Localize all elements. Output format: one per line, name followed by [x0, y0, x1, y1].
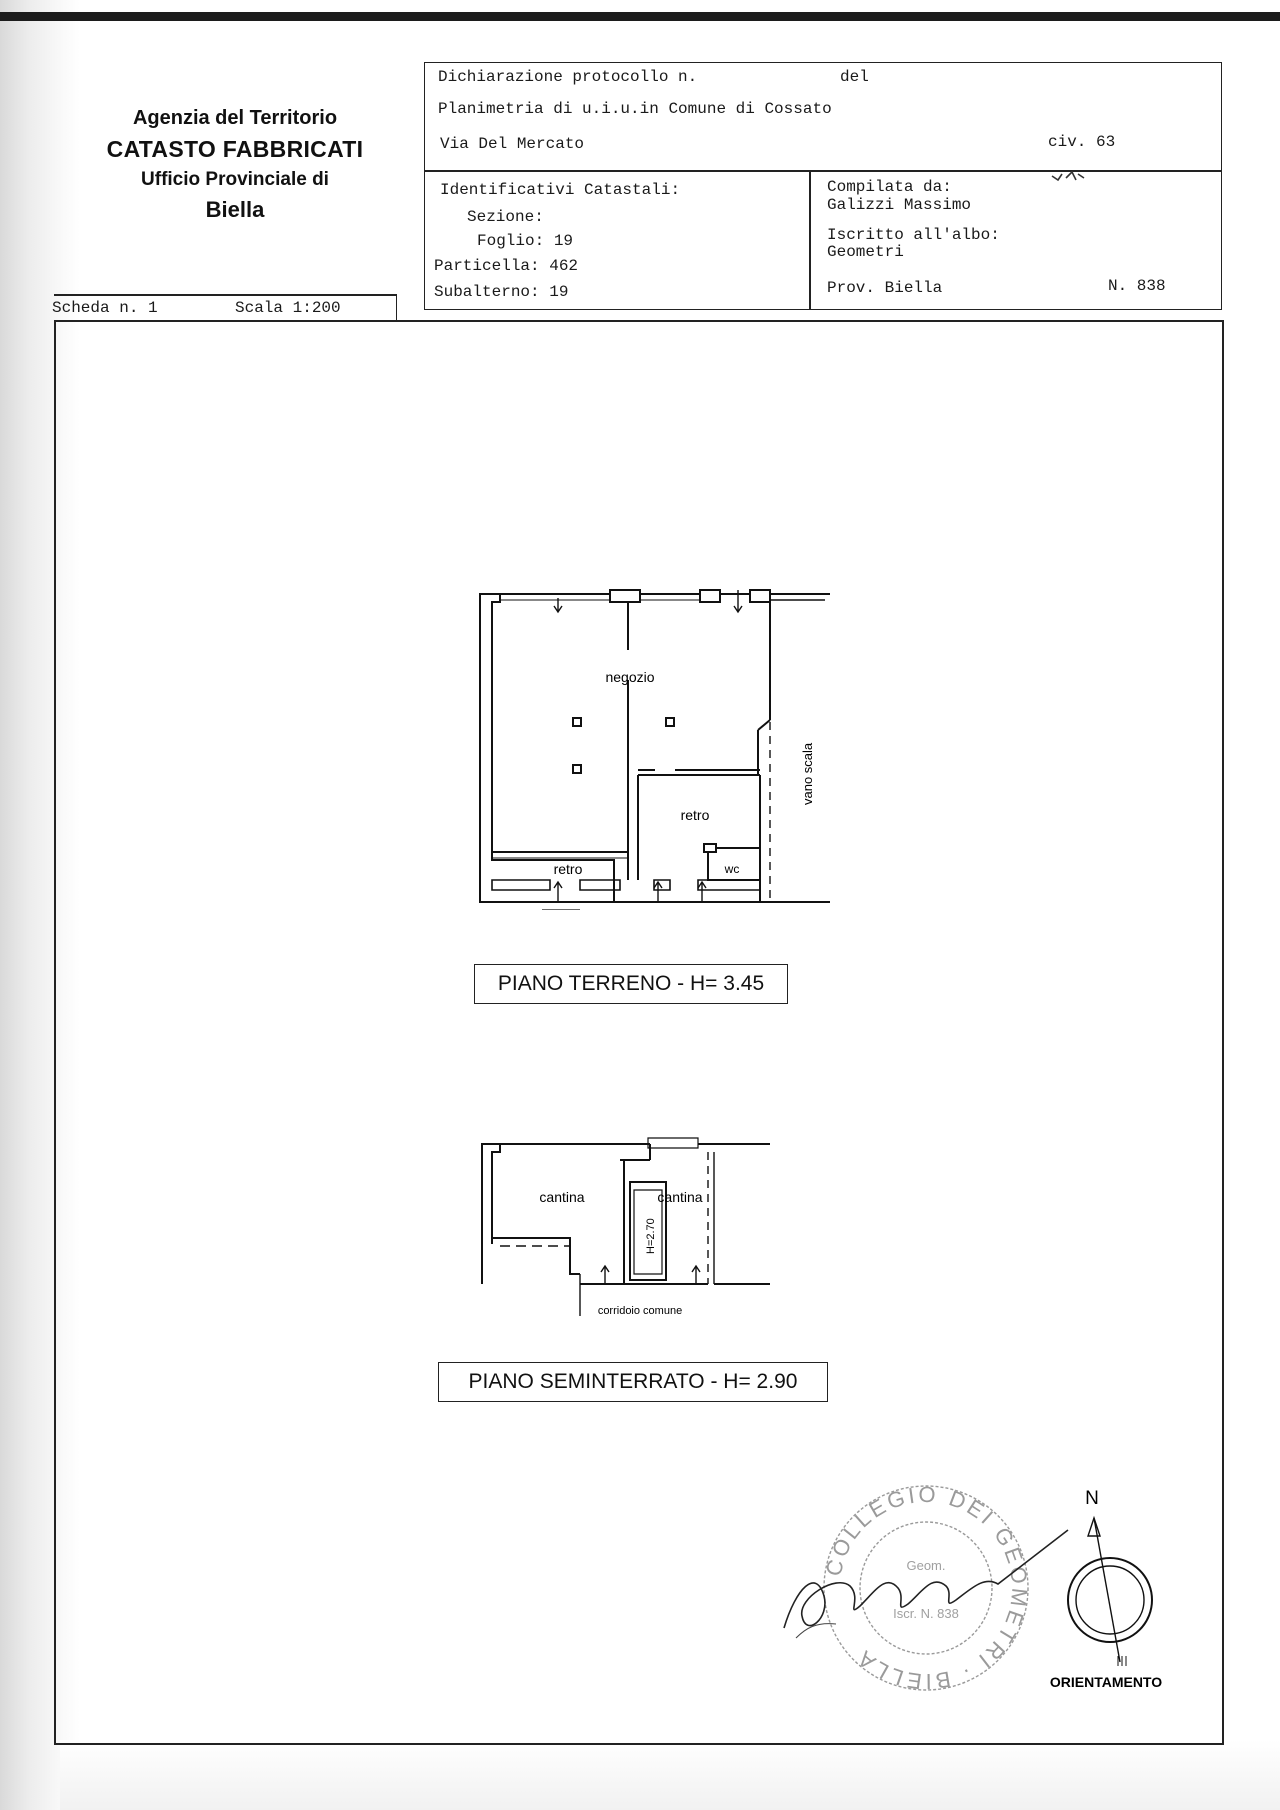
room-negozio: negozio — [605, 669, 655, 685]
scan-shadow-bottom — [60, 1740, 1280, 1810]
stamp-inner-geom: Geom. — [906, 1558, 946, 1573]
iscritto-label: Iscritto all'albo: — [827, 226, 1000, 244]
ground-floor-label: PIANO TERRENO - H= 3.45 — [474, 964, 788, 1004]
basement-floor-label: PIANO SEMINTERRATO - H= 2.90 — [438, 1362, 828, 1402]
orientation-label: ORIENTAMENTO — [1049, 1674, 1163, 1690]
albo-number: N. 838 — [1108, 277, 1166, 295]
scheda-scale: Scala 1:200 — [235, 299, 341, 317]
albo-value: Geometri — [827, 243, 904, 261]
office-city: Biella — [205, 196, 265, 222]
protocol-del: del — [840, 68, 869, 86]
compilata-name: Galizzi Massimo — [827, 196, 972, 214]
particella-field: Particella: 462 — [434, 257, 579, 275]
room-cantina-2: cantina — [657, 1189, 703, 1205]
stamp-inner-number: Iscr. N. 838 — [893, 1606, 959, 1621]
professional-stamp — [776, 1478, 1076, 1698]
room-cantina-1: cantina — [539, 1189, 585, 1205]
room-height-label: H=2.70 — [645, 1218, 657, 1254]
orientation-compass — [1036, 1480, 1186, 1690]
planimetria-line: Planimetria di u.i.u.in Comune di Cossato — [438, 100, 832, 118]
ink-mark — [1050, 168, 1090, 186]
foglio-field: Foglio: 19 — [477, 232, 574, 250]
header-divider-horizontal — [424, 170, 1222, 172]
header-divider-vertical — [809, 170, 811, 310]
corridoio-comune-label: corridoio comune — [597, 1305, 683, 1317]
basement-plan — [470, 1134, 780, 1324]
agency-block — [90, 104, 380, 226]
civic-number: civ. 63 — [1048, 133, 1116, 151]
room-wc: wc — [724, 862, 740, 876]
office-label: Ufficio Provinciale di — [141, 169, 329, 191]
agency-name: Agenzia del Territorio — [132, 107, 338, 129]
identificativi-title: Identificativi Catastali: — [440, 181, 681, 199]
stamp-outer-text: COLLEGIO DEI GEOMETRI · BIELLA — [820, 1481, 1033, 1695]
sezione-field: Sezione: — [467, 208, 544, 226]
catasto-title: CATASTO FABBRICATI — [106, 136, 364, 162]
room-retro-left: retro — [553, 861, 583, 877]
prov-field: Prov. Biella — [827, 279, 943, 297]
ground-floor-plan — [470, 580, 840, 910]
room-retro-right: retro — [680, 807, 710, 823]
top-border-rule — [0, 12, 1280, 21]
subalterno-field: Subalterno: 19 — [434, 283, 569, 301]
scheda-number: Scheda n. 1 — [52, 299, 158, 317]
compilata-title: Compilata da: — [827, 178, 952, 196]
protocol-label: Dichiarazione protocollo n. — [438, 68, 698, 86]
north-letter: N — [1085, 1488, 1099, 1509]
room-vano-scala: vano scala — [800, 742, 815, 805]
address-line: Via Del Mercato — [440, 135, 585, 153]
